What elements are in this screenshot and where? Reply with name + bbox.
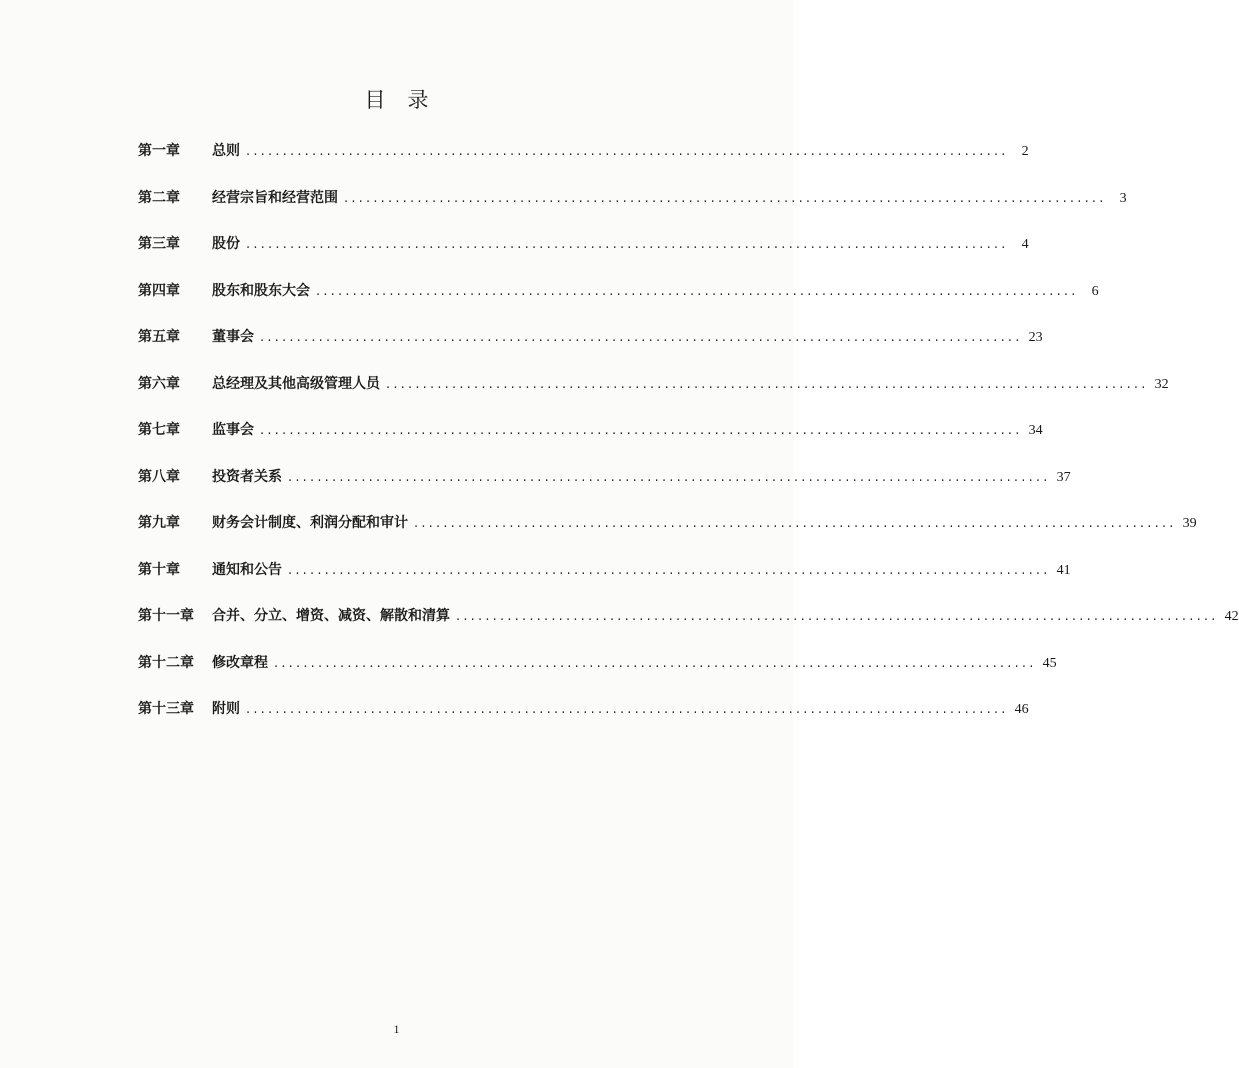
toc-entry[interactable] bbox=[138, 233, 1029, 280]
toc-entry-title: 修改章程 bbox=[212, 654, 268, 671]
toc-chapter-label: 第五章 bbox=[138, 329, 180, 345]
toc-chapter-label: 第七章 bbox=[138, 422, 180, 438]
toc-chapter-label: 第十二章 bbox=[138, 654, 194, 671]
toc-dot-leader: ........................................................................................................ bbox=[344, 190, 1107, 206]
toc-dot-leader: ........................................................................................................ bbox=[456, 609, 1219, 624]
toc-chapter-label: 第十章 bbox=[138, 561, 180, 578]
toc-entry-title: 总则 bbox=[212, 143, 240, 159]
toc-entry-title: 经营宗旨和经营范围 bbox=[212, 189, 338, 206]
toc-entry[interactable] bbox=[138, 187, 1127, 234]
toc-dot-leader: ........................................................................................................ bbox=[246, 144, 1009, 159]
toc-entry[interactable] bbox=[138, 652, 1057, 699]
toc-entry-title: 监事会 bbox=[212, 422, 254, 438]
toc-entry-title: 股份 bbox=[212, 236, 240, 252]
toc-entry[interactable] bbox=[138, 466, 1071, 513]
toc-entry-title: 股东和股东大会 bbox=[212, 282, 310, 299]
toc-page-number: 46 bbox=[1014, 702, 1029, 717]
toc-page-number: 34 bbox=[1028, 423, 1043, 438]
toc-entry[interactable] bbox=[138, 140, 1029, 187]
toc-entry[interactable] bbox=[138, 559, 1071, 606]
toc-entry[interactable] bbox=[138, 698, 1029, 745]
toc-page-number: 45 bbox=[1042, 655, 1057, 671]
toc-chapter-label: 第二章 bbox=[138, 189, 180, 206]
toc-entry-title: 合并、分立、增资、减资、解散和清算 bbox=[212, 608, 450, 624]
toc-entry-title: 财务会计制度、利润分配和审计 bbox=[212, 515, 408, 531]
footer-page-number: 1 bbox=[393, 1022, 400, 1036]
toc-page-number: 32 bbox=[1154, 376, 1169, 392]
toc-page-number: 4 bbox=[1021, 237, 1029, 252]
toc-dot-leader: ........................................................................................................ bbox=[288, 562, 1051, 578]
toc-entry-title: 附则 bbox=[212, 701, 240, 717]
toc-dot-leader: ........................................................................................................ bbox=[260, 330, 1023, 345]
toc-dot-leader: ........................................................................................................ bbox=[316, 283, 1079, 299]
toc-dot-leader: ........................................................................................................ bbox=[414, 516, 1177, 531]
toc-page-number: 39 bbox=[1182, 516, 1197, 531]
toc-page-number: 23 bbox=[1028, 330, 1043, 345]
toc-chapter-label: 第三章 bbox=[138, 236, 180, 252]
toc-dot-leader: ........................................................................................................ bbox=[274, 655, 1037, 671]
page-title: 目录 bbox=[364, 88, 451, 112]
table-of-contents bbox=[138, 140, 1239, 745]
toc-entry[interactable] bbox=[138, 605, 1239, 652]
toc-chapter-label: 第四章 bbox=[138, 282, 180, 299]
toc-entry[interactable] bbox=[138, 373, 1169, 420]
toc-page-number: 37 bbox=[1056, 469, 1071, 485]
toc-chapter-label: 第八章 bbox=[138, 468, 180, 485]
toc-chapter-label: 第九章 bbox=[138, 515, 180, 531]
toc-page-number: 42 bbox=[1224, 609, 1239, 624]
toc-dot-leader: ........................................................................................................ bbox=[260, 423, 1023, 438]
toc-entry-title: 总经理及其他高级管理人员 bbox=[212, 375, 380, 392]
toc-dot-leader: ........................................................................................................ bbox=[246, 702, 1009, 717]
toc-chapter-label: 第六章 bbox=[138, 375, 180, 392]
toc-entry[interactable] bbox=[138, 419, 1043, 466]
toc-chapter-label: 第十一章 bbox=[138, 608, 194, 624]
toc-chapter-label: 第一章 bbox=[138, 143, 180, 159]
toc-entry[interactable] bbox=[138, 326, 1043, 373]
toc-chapter-label: 第十三章 bbox=[138, 701, 194, 717]
toc-page-number: 2 bbox=[1021, 144, 1029, 159]
toc-entry-title: 董事会 bbox=[212, 329, 254, 345]
toc-page-number: 3 bbox=[1119, 190, 1127, 206]
toc-dot-leader: ........................................................................................................ bbox=[386, 376, 1149, 392]
toc-entry-title: 投资者关系 bbox=[212, 468, 282, 485]
toc-page-number: 6 bbox=[1091, 283, 1099, 299]
toc-entry[interactable] bbox=[138, 512, 1197, 559]
toc-dot-leader: ........................................................................................................ bbox=[288, 469, 1051, 485]
toc-dot-leader: ........................................................................................................ bbox=[246, 237, 1009, 252]
toc-page-number: 41 bbox=[1056, 562, 1071, 578]
toc-entry[interactable] bbox=[138, 280, 1099, 327]
toc-entry-title: 通知和公告 bbox=[212, 561, 282, 578]
